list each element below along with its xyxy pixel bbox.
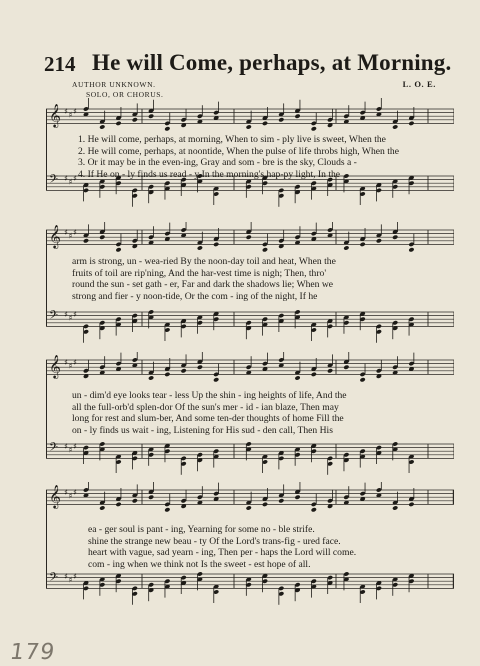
sharp-icon: ♯ [73,107,77,116]
note-head [376,238,382,243]
note-head [164,507,170,512]
treble-clef-icon: 𝄞 [49,484,61,508]
treble-clef-icon: 𝄞 [49,354,61,378]
composer-credit: L. O. E. [402,79,436,89]
lyric-line: ea - ger soul is pant - ing, Yearning for some no - ble strife. [88,524,315,535]
lyric-line: 1. He will come, perhaps, at morning, When to sim - ply live is sweet, When the [78,134,386,145]
note-head [197,245,203,250]
note-head [164,372,170,377]
note-head [408,247,414,252]
note-head [115,121,121,126]
note-head [181,368,187,373]
sharp-icon: ♯ [73,310,77,319]
handwritten-page-number: 179 [8,640,57,665]
note-head [392,124,398,129]
sharp-icon: ♯ [68,313,73,323]
sharp-icon: ♯ [73,174,77,183]
note-head [392,505,398,510]
note-head [148,375,154,380]
sharp-icon: ♯ [68,361,73,371]
sharp-icon: ♯ [73,358,77,367]
sharp-icon: ♯ [68,575,73,585]
note-head [262,121,268,126]
note-head [246,124,252,129]
sharp-icon: ♯ [64,488,68,497]
sharp-icon: ♯ [68,491,73,501]
lyric-line: 4. If He on - ly finds us read - y In the morning's hap-py light, In the [78,168,341,180]
lyric-line: 3. Or it may be in the even-ing, Gray and som - bre is the sky, Clouds a - [78,157,357,169]
bass-clef-icon: 𝄢 [49,173,59,189]
note-head [115,247,121,252]
note-head [294,375,300,380]
note-head [311,507,317,512]
note-head [164,126,170,131]
lyric-line: shine the strange new beau - ty Of the Lord's trans-fig - ured face. [88,535,341,547]
performance-note: SOLO, OR CHORUS. [86,90,164,99]
lyric-line: all the full-orb'd splen-dor Of the sun's mer - id - ian blaze, Then may [72,401,339,413]
note-head [327,368,333,373]
lyrics-block-3 [46,390,454,436]
lyrics-block-2 [46,256,454,302]
lyric-line: com - ing when we think not Is the sweet - est hope of all. [88,558,311,570]
note-head [83,238,89,243]
note-head [360,377,366,382]
sharp-icon: ♯ [64,228,68,237]
sharp-icon: ♯ [68,445,73,455]
lyric-line: long for rest and slum-ber, And some ten-der thoughts of home Fill the [72,413,344,425]
sharp-icon: ♯ [73,442,77,451]
bass-clef-icon: 𝄢 [49,441,59,457]
note-head [392,235,398,240]
lyric-line: on - ly finds us wait - ing, Listening for His sud - den call, Then His [72,424,333,436]
sharp-icon: ♯ [64,107,68,116]
treble-staff [46,352,454,382]
note-head [408,121,414,126]
note-head [343,245,349,250]
lyric-line: 2. He will come, perhaps, at noontide, When the pulse of life throbs high, When the [78,145,399,157]
sharp-icon: ♯ [73,228,77,237]
sharp-icon: ♯ [68,231,73,241]
music-system-3 [46,352,454,482]
note-head [132,498,138,503]
note-head [213,242,219,247]
bass-staff [46,571,454,605]
music-system-1 [46,96,454,221]
note-head [148,114,154,119]
bass-staff [46,309,454,343]
note-head [213,377,219,382]
author-credit: AUTHOR UNKNOWN. [72,80,156,89]
treble-staff [46,482,454,512]
sharp-icon: ♯ [64,572,68,581]
lyric-line: arm is strong, un - wea-ried By the noon-day toil and heat, When the [72,256,336,267]
note-head [294,495,300,500]
bass-clef-icon: 𝄢 [49,571,59,587]
lyric-line: heart with vague, sad yearn - ing, Then per - haps the Lord will come. [88,547,357,559]
note-head [311,126,317,131]
sharp-icon: ♯ [64,310,68,319]
note-head [99,235,105,240]
hymn-number: 214 [44,52,76,76]
note-head [343,365,349,370]
music-system-4 [46,482,454,612]
note-head [311,372,317,377]
note-head [278,498,284,503]
sharp-icon: ♯ [64,358,68,367]
sharp-icon: ♯ [73,572,77,581]
sharp-icon: ♯ [68,110,73,120]
note-head [262,247,268,252]
sharp-icon: ♯ [64,442,68,451]
note-head [246,505,252,510]
note-head [408,502,414,507]
treble-clef-icon: 𝄞 [49,103,61,127]
lyric-line: strong and fier - y noon-tide, Or the com - ing of the night, If he [72,290,318,302]
sharp-icon: ♯ [64,174,68,183]
lyric-line: round the sun - set gath - er, Far and dark the shadows lie; When we [72,279,334,291]
sharp-icon: ♯ [73,488,77,497]
lyric-line: un - dim'd eye looks tear - less Up the shin - ing heights of life, And the [72,390,347,401]
hymn-title: He will Come, perhaps, at Morning. [92,50,452,75]
note-head [148,495,154,500]
note-head [132,117,138,122]
note-head [99,505,105,510]
note-head [197,365,203,370]
treble-staff [46,222,454,252]
note-head [115,502,121,507]
note-head [246,235,252,240]
treble-staff [46,98,454,131]
lyric-line: fruits of toil are rip'ning, And the har-vest time is nigh; Then, thro' [72,267,327,279]
treble-clef-icon: 𝄞 [49,224,61,248]
music-system-2 [46,222,454,352]
lyrics-block-4 [46,524,454,570]
sharp-icon: ♯ [68,177,73,187]
lyrics-block-1 [46,134,454,180]
bass-clef-icon: 𝄢 [49,309,59,325]
note-head [360,242,366,247]
note-head [262,502,268,507]
note-head [278,117,284,122]
bass-staff [46,441,454,475]
note-head [294,114,300,119]
note-head [99,124,105,129]
